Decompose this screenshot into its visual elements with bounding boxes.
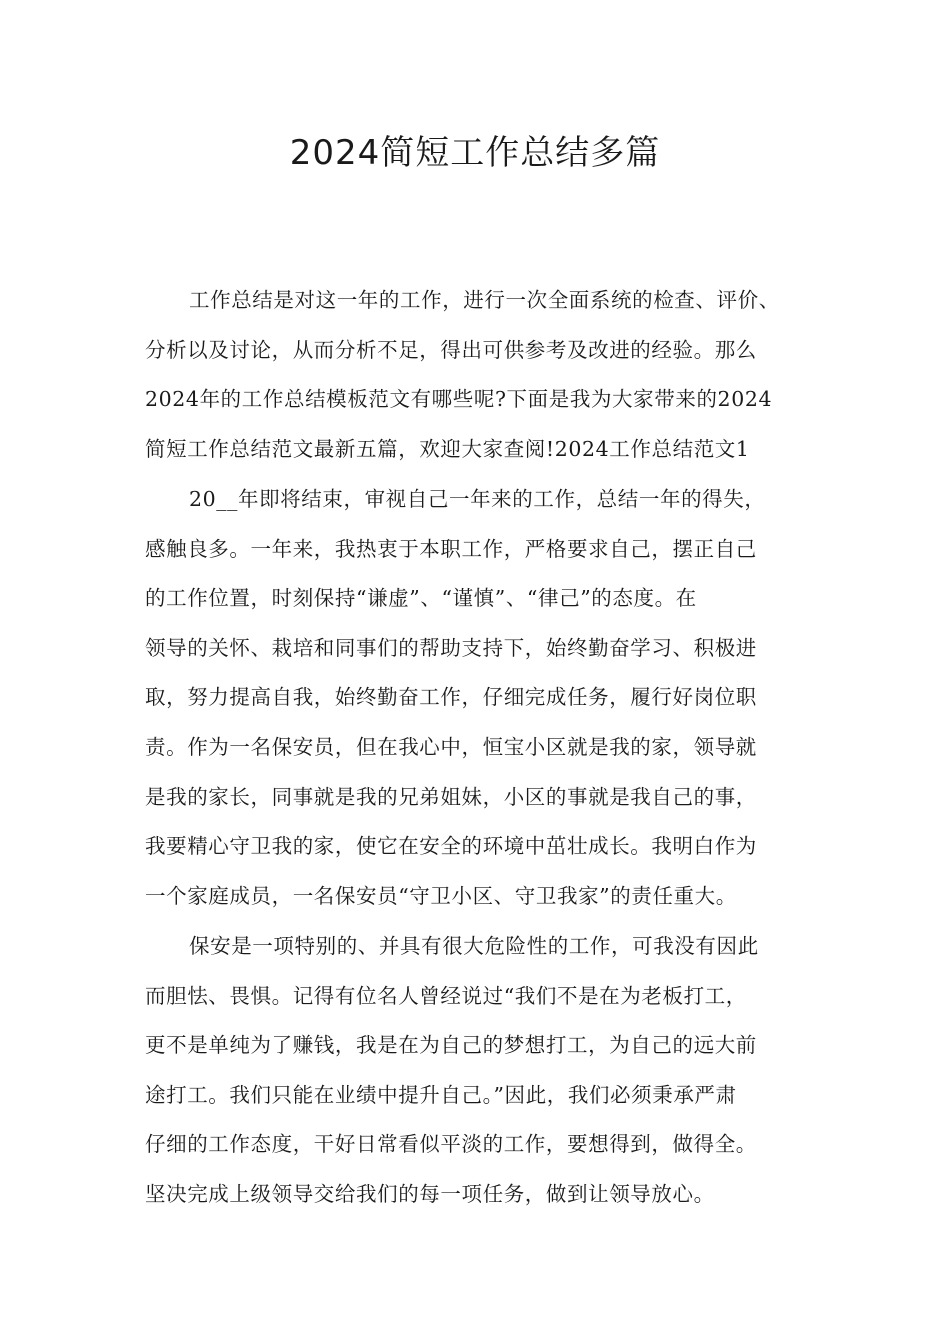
paragraph-line: 20__年即将结束，审视自己一年来的工作，总结一年的得失， bbox=[189, 487, 766, 511]
paragraph-line: 的工作位置，时刻保持“谦虚”、“谨慎”、“律己”的态度。在 bbox=[145, 586, 697, 611]
paragraph-line: 仔细的工作态度，干好日常看似平淡的工作，要想得到，做得全。 bbox=[145, 1132, 757, 1157]
paragraph-line: 领导的关怀、栽培和同事们的帮助支持下，始终勤奋学习、积极进 bbox=[145, 635, 757, 660]
document-title: 2024简短工作总结多篇 bbox=[289, 133, 661, 173]
paragraph-intro bbox=[145, 276, 825, 474]
paragraph-line: 我要精心守卫我的家，使它在安全的环境中茁壮成长。我明白作为 bbox=[145, 834, 757, 859]
paragraph-year-review bbox=[145, 475, 825, 921]
paragraph-line: 感触良多。一年来，我热衷于本职工作，严格要求自己，摆正自己 bbox=[145, 536, 757, 561]
paragraph-line: 一个家庭成员，一名保安员“守卫小区、守卫我家”的责任重大。 bbox=[145, 883, 737, 908]
paragraph-line: 简短工作总结范文最新五篇，欢迎大家查阅!2024工作总结范文1 bbox=[145, 436, 750, 461]
paragraph-security-work bbox=[145, 922, 825, 1220]
paragraph-line: 工作总结是对这一年的工作，进行一次全面系统的检查、评价、 bbox=[189, 288, 780, 312]
paragraph-line: 取，努力提高自我，始终勤奋工作，仔细完成任务，履行好岗位职 bbox=[145, 685, 757, 710]
paragraph-line: 保安是一项特别的、并具有很大危险性的工作，可我没有因此 bbox=[189, 934, 759, 958]
paragraph-line: 2024年的工作总结模板范文有哪些呢?下面是我为大家带来的2024 bbox=[145, 387, 773, 412]
paragraph-line: 责。作为一名保安员，但在我心中，恒宝小区就是我的家，领导就 bbox=[145, 734, 757, 759]
paragraph-line: 是我的家长，同事就是我的兄弟姐妹，小区的事就是我自己的事， bbox=[145, 784, 757, 809]
paragraph-line: 而胆怯、畏惧。记得有位名人曾经说过“我们不是在为老板打工， bbox=[145, 983, 747, 1008]
paragraph-line: 途打工。我们只能在业绩中提升自己。”因此，我们必须秉承严肃 bbox=[145, 1082, 737, 1107]
paragraph-line: 坚决完成上级领导交给我们的每一项任务，做到让领导放心。 bbox=[145, 1181, 715, 1206]
paragraph-line: 更不是单纯为了赚钱，我是在为自己的梦想打工，为自己的远大前 bbox=[145, 1033, 757, 1058]
paragraph-line: 分析以及讨论，从而分析不足，得出可供参考及改进的经验。那么 bbox=[145, 337, 757, 362]
